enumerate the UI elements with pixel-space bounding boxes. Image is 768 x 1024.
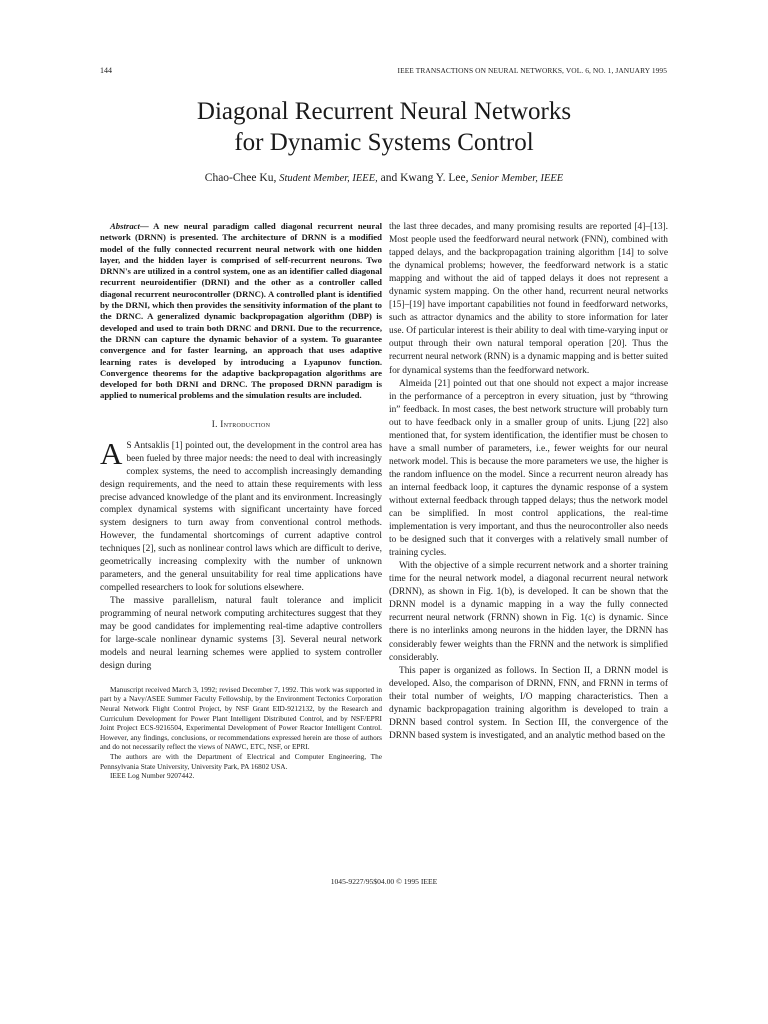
copyright-code: 1045-9227/95$04.00 © 1995 IEEE — [330, 877, 438, 886]
footnote — [100, 685, 382, 781]
right-paragraph-2: Almeida [21] pointed out that one should not expect a major increase in the performance of a perceptron in every situation, just by “throwing in” feedback. In most cases, the best network structure will probably turn out to have feedback only in a smaller group of units. Ljung [22] also mentioned that, for system identification, the identifier must be chosen to have a small number of parameters, i.e., fewer weights for our neural network model. This is because the more parameters we use, the higher is the random influence on the model. Since a recurrent neuron already has an internal feedback loop, it captures the dynamic response of a system without external feedback through tapped delays; thus the network model can be simplified. In most control applications, the real-time implementation is very important, and thus the neurocontroller also needs to be designed such that it converges with a relatively small number of training cycles. — [389, 378, 668, 559]
footnote-log-number: IEEE Log Number 9207442. — [110, 771, 195, 781]
author-1-name: Chao-Chee Ku, — [204, 172, 277, 184]
title-line-1: Diagonal Recurrent Neural Networks — [196, 98, 572, 125]
drop-cap: A — [100, 435, 123, 471]
right-paragraph-4: This paper is organized as follows. In Section II, a DRNN model is developed. Also, the comparison of DRNN, FNN, and FRNN in terms of their total number of weights, I/O mapping characteristics. Then a dynamic backpropagation training algorithm is developed to train a DRNN based control system. In Section III, the convergence of the DRNN based system is investigated, and an analytic method based on the — [389, 665, 668, 741]
right-paragraph-3: With the objective of a simple recurrent network and a shorter training time for the neural network model, a diagonal recurrent neural network (DRNN), as shown in Fig. 1(b), is developed. It can be shown that the DRNN model is a dynamic mapping in a way the fully connected recurrent neural network (FRNN) shown in Fig. 1(c) is dynamic. Since there is no interlinks among neurons in the hidden layer, the DRNN has considerably fewer weights than the FRNN and the network is simplified considerably. — [389, 561, 668, 663]
author-2-name: Kwang Y. Lee, — [400, 172, 469, 184]
right-paragraph-1: the last three decades, and many promising results are reported [4]–[13]. Most people used the feedforward neural network (FNN), combined with tapped delays, and the backpropagation training algorithm [14] to solve the dynamical problems; however, the feedforward network is a static mapping and without the aid of tapped delays it does not represent a dynamic system mapping. On the other hand, recurrent neural networks [15]–[19] have important capabilities not found in feedforward networks, such as attractor dynamics and the ability to store information for later use. Of particular interest is their ability to deal with time-varying input or output through their own natural temporal operation [20]. Thus the recurrent neural network (RNN) is a dynamic mapping and is better suited for dynamical systems than the feedforward network. — [389, 222, 668, 376]
section-heading-introduction — [100, 418, 382, 431]
author-1-role: Student Member, IEEE, — [279, 173, 378, 184]
abstract-text: A new neural paradigm called diagonal recurrent neural network (DRNN) is presented. The architecture of DRNN is a modified model of the fully connected recurrent neural network with one hidden layer, and the hidden layer is comprised of self-recurrent neurons. Two DRNN's are utilized in a control system, one as an identifier called diagonal recurrent neuroidentifier (DRNI) and the other as a controller called diagonal recurrent neurocontroller (DRNC). A controlled plant is identified by the DRNI, which then provides the sensitivity information of the plant to the DRNC. A generalized dynamic backpropagation algorithm (DBP) is developed and used to train both DRNC and DRNI. Due to the recurrence, the DRNN can capture the dynamic behavior of a system. To guarantee convergence and for faster learning, an approach that uses adaptive learning rates is developed by introducing a Lyapunov function. Convergence theorems for the adaptive backpropagation algorithms are developed for both DRNI and DRNC. The proposed DRNN paradigm is applied to numerical problems and the simulation results are included. — [100, 221, 382, 401]
left-column — [100, 221, 382, 781]
abstract — [100, 221, 382, 402]
author-2-role: Senior Member, IEEE — [471, 173, 564, 184]
right-column — [389, 221, 668, 743]
footnote-manuscript: Manuscript received March 3, 1992; revised December 7, 1992. This work was supported in part by a Navy/ASEE Summer Faculty Fellowship, by the Environment Tectonics Corporation Neural Network Flight Control Project, by NSF Grant EID-9212132, by the Research and Curriculum Development for Power Plant Intelligent Distributed Control, and by NSF/EPRI Joint Project ECS-9216504, Experimental Development of Power Reactor Intelligent Control. However, any findings, conclusions, or recommendations expressed herein are those of authors and do not necessarily reflect the views of NAWC, ETC, NSF, or EPRI. — [100, 684, 382, 752]
page-number: 144 — [100, 66, 112, 75]
title-line-2: for Dynamic Systems Control — [234, 129, 534, 156]
intro-paragraph-1-text: S Antsaklis [1] pointed out, the development in the control area has been fueled by three major needs: the need to deal with increasingly complex systems, the need to accomplish increasingly demanding design requirements, and the need to attain these requirements with less precise advanced knowledge of the plant and its environment. Increasingly complex dynamical systems with significant uncertainty have forced system designers to turn away from conventional control methods. However, the fundamental shortcomings of current adaptive control techniques [2], such as nonlinear control laws which are difficult to derive, geometrically increasing complexity with the number of unknown parameters, and the general unsuitability for real time applications have compelled researchers to look for solutions elsewhere. — [100, 440, 382, 594]
abstract-label: Abstract — [110, 221, 140, 231]
section-number: I. — [211, 418, 218, 429]
abstract-dash: — — [139, 221, 154, 231]
intro-paragraph-2: The massive parallelism, natural fault tolerance and implicit programming of neural network computing architectures suggest that they may be good candidates for implementing real-time adaptive controllers for large-scale nonlinear dynamic systems [3]. Several neural network models and neural learning schemes were applied to system controller design during — [100, 596, 382, 671]
footnote-affiliation: The authors are with the Department of Electrical and Computer Engineering, The Pennsylvania State University, University Park, PA 16802 USA. — [100, 752, 382, 771]
section-title: Introduction — [220, 418, 271, 429]
intro-paragraph-1 — [100, 435, 382, 595]
running-header: IEEE TRANSACTIONS ON NEURAL NETWORKS, VOL. 6, NO. 1, JANUARY 1995 — [397, 66, 667, 75]
author-line — [0, 172, 768, 184]
author-conjunction: and — [380, 172, 398, 184]
paper-title — [0, 96, 768, 158]
